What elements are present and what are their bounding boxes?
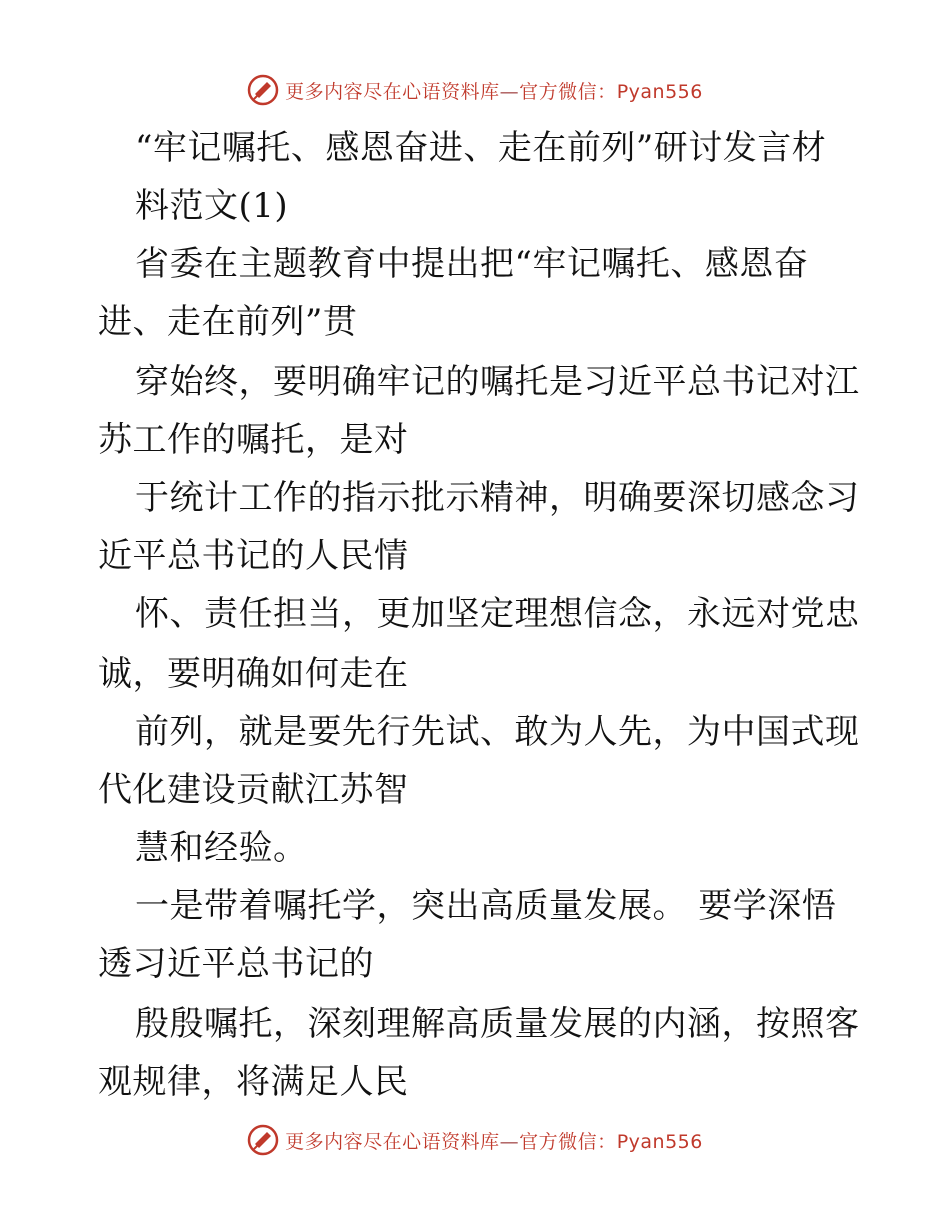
watermark-text: 更多内容尽在心语资料库	[285, 1130, 500, 1153]
wechat-label: 官方微信：	[519, 1130, 617, 1153]
wechat-id: Pyan556	[616, 1130, 703, 1153]
wechat-label: 官方微信：	[519, 80, 617, 103]
paragraph-line: 观规律，将满足人民	[98, 1062, 409, 1102]
paragraph-line: 于统计工作的指示批示精神，明确要深切感念习	[135, 478, 860, 518]
book-logo-icon	[247, 74, 279, 106]
paragraph-line: 苏工作的嘱托，是对	[98, 420, 409, 460]
paragraph-line: 诚，要明确如何走在	[98, 654, 409, 694]
paragraph-line: 穿始终，要明确牢记的嘱托是习近平总书记对江	[135, 362, 860, 402]
paragraph-line: 慧和经验。	[135, 828, 308, 868]
paragraph-line: 省委在主题教育中提出把“牢记嘱托、感恩奋	[135, 244, 809, 284]
paragraph-line: 怀、责任担当，更加坚定理想信念，永远对党忠	[135, 594, 860, 634]
title-line-2: 料范文(1)	[135, 186, 289, 226]
header-watermark	[0, 70, 950, 110]
title-line-1: “牢记嘱托、感恩奋进、走在前列”研讨发言材	[135, 128, 827, 168]
paragraph-line: 进、走在前列”贯	[98, 302, 358, 342]
paragraph-line: 一是带着嘱托学，突出高质量发展。 要学深悟	[135, 886, 837, 926]
watermark-separator: —	[499, 1130, 520, 1153]
wechat-id: Pyan556	[616, 80, 703, 103]
book-logo-icon	[247, 1124, 279, 1156]
watermark-separator: —	[499, 80, 520, 103]
paragraph-line: 前列，就是要先行先试、敢为人先，为中国式现	[135, 712, 860, 752]
paragraph-line: 殷殷嘱托，深刻理解高质量发展的内涵，按照客	[135, 1004, 860, 1044]
paragraph-line: 近平总书记的人民情	[98, 536, 409, 576]
paragraph-line: 透习近平总书记的	[98, 944, 374, 984]
paragraph-line: 代化建设贡献江苏智	[98, 770, 409, 810]
footer-watermark	[0, 1120, 950, 1160]
watermark-text: 更多内容尽在心语资料库	[285, 80, 500, 103]
